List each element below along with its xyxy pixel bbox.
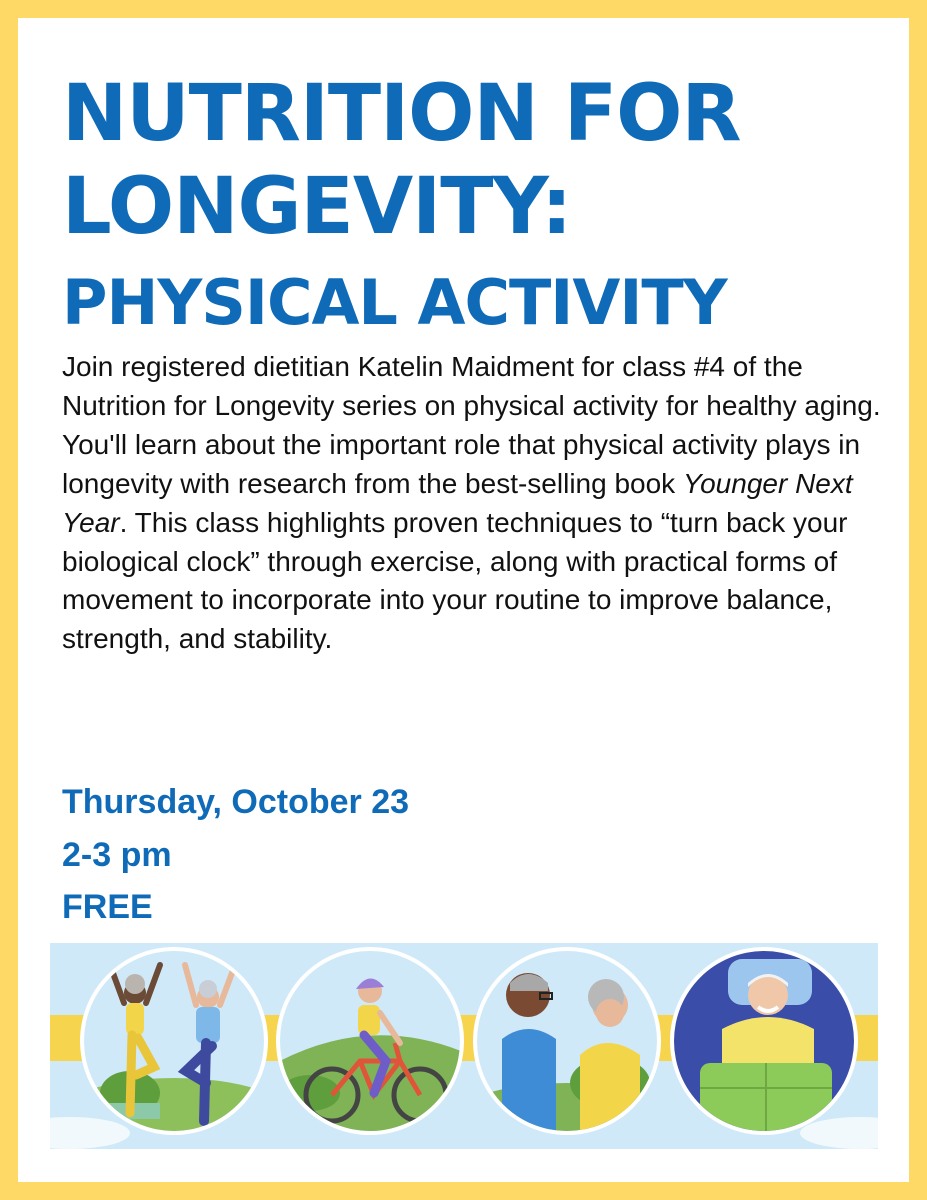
event-price: FREE: [62, 888, 153, 926]
poster: [18, 18, 909, 1182]
event-date: Thursday, October 23: [62, 783, 410, 821]
activity-banner: [50, 943, 878, 1149]
description-part-1: Join registered dietitian Katelin Maidment for class #4 of the Nutrition for Longevity series on physical activity for healthy aging. You'll learn about the important role that physical activity plays in longevity with research from the best-selling book: [62, 351, 881, 499]
description-part-2: . This class highlights proven techniques to “turn back your biological clock” through exercise, along with practical forms of movement to incorporate into your routine to improve balance, strength, and stability.: [62, 506, 848, 655]
event-description: [62, 348, 902, 659]
title-line-2: LONGEVITY:: [62, 162, 572, 252]
title-line-1: NUTRITION FOR: [62, 69, 741, 159]
event-time: 2-3 pm: [62, 836, 172, 874]
book-title: Younger Next Year: [62, 467, 853, 538]
title-line-3: PHYSICAL ACTIVITY: [62, 266, 727, 339]
